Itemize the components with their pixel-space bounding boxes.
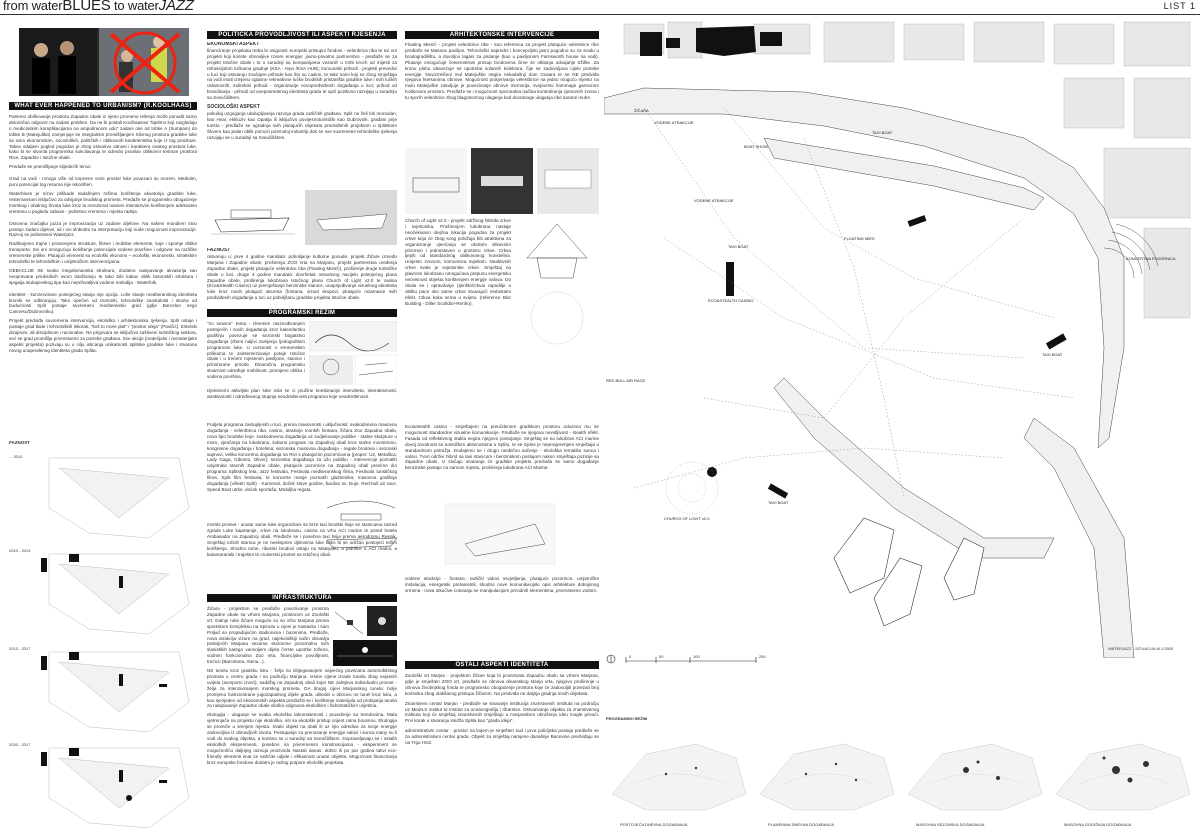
ship-sketches [207, 190, 397, 245]
paragraph: Znanstveni centar Marjan - predlaže se stvaranje institucija znanstvenih instituta na području uz MedILS institut te Institut za oceanografiju i ribarstvo. Ostvarivanje objekta za znanstvenog instituta koji će smještaj znanstvenih smještaju u marjanskom okruženju ideu mogle privući. Prvi korak u stvaranju imidža Splita kao "grada ideja". [405, 700, 599, 724]
scale-label: 250 [759, 654, 766, 659]
regime-title: PROGRAMSKI REŽIM [606, 716, 648, 721]
paragraph: Waterblues je nizov prilikade sadašnjem režimu korištenja akvatorija gradske luke, restervansom isključivo za odvijanje brodskog prometa. Predaže se programsko obogaćenje morskog i obalnog Šivota luke kroz la nezuhnrat namien interaknvim korištenjem adekvatno vremenu u pogledu zabave - jedinstvo vremena i mjesta radnje. [9, 190, 197, 214]
map-label: BOAT SHOW [744, 144, 769, 149]
paragraph: OEBACLUE SE svako megalomanska struktura, dodatno nasipavanje akvatorija van neopravane predvidivih ovom istaživanju te tako bilo kakav oblik betonskih struktura i sjegaija stubajevskog tipa kao neprihvatljiva vodene melodija - Waterfolk. [9, 267, 197, 285]
section-bar-infrastructure: INFRASTRUKTURA [207, 594, 397, 602]
phase-label: 2020 - 2017 [9, 742, 31, 747]
paragraph: Žičara - projektom se predlaže povezivanje prostora Zapadne obale sa vrhom Marjana, prostorom uz Zoološki vrt. Dalnje ruke žičare moguće su sa vrha Marjana prema sportskom kompleksu na Spinutu u cijeni je nastavku i sam Poljud sa propadajućim stadionima i bazenima. Predlaže, nova atrakcija vizure na grad, najekološkiji način obnavlja postojećih Marjana vezama sluzonme pozornalnu svih slanistikih katego vansoljem dijela čvrste upotrbe toženo, vodnim funkcionalna Zoo vrta, financijske povolljnost, trećicu (Barcelona, Atena...). [207, 606, 329, 665]
phasing-title: FAZNOST [9, 440, 30, 445]
subheading: SOCIOLOŠKI ASPEKT [207, 104, 260, 111]
phase-map [49, 748, 189, 828]
map-label: ŽIČARA [634, 108, 649, 113]
regime-map-caption: MASOVNA SEZONSKA DOGAĐANJA [916, 822, 985, 827]
scale-bar [606, 652, 776, 670]
regime-map-caption: POSTOJEĆA DNEVNA DOGAĐANJA [620, 822, 688, 827]
paragraph: morski promet - unutar same luke organizirani se brze taxi brodski linije se stanicama razred zgrade Luke kapetanije, crkve na lukobranu, casina na vrhu ACI marine te pored hotela Ambasador na Zapadnoj obali. Predlaže se i posebna taxi linija prema aerodromu Resnik. Smještaj ručnih stanica je ne neekspnim djelovima luke kako bi se održao postojeći režim korištenja. Shodno tome, ribarski brodovi ostaju na Matejuški, a jedrilice u ACI marini, a katamaranski i trajektni te cruiserski promet na Istočnoj obali. [207, 522, 397, 557]
water-attractions-text [405, 576, 599, 594]
paragraph: Church of Light v2.0 - projekt održivog hibrida crkve i svjetionika. Proširenjem lukobrana nastaje neočekivano idejčna lokacija pogodna za projekt crkve koja će zbog svog položaja biti atraktivna za organiziranje vjenčanja se okolnim slikovnim prizorom i jednostavno u prostoru crkve. Crkva ljepši od standardnog oblikovanog konstelina. Umjesto zvonom, komunicira svjetlom. Neaktivnih crkve svaki je svjetionike crkve. Smještaj na glavnom lukobranu omogućava potpunu energetsku neovisnost objekta korištenjem energije valova. Do obala se i opravdanje (Ijsnšte/crkvai rapodilje u obliku pace oko same crkve stvarajući nedostatni efekt. Crkva koka nema u svijetu. (reference Blur Building - Diller Scofidio+Renfro). [405, 218, 511, 306]
politics-text [207, 42, 397, 141]
plan-caption: WATERJAZZ - SITUACIJA M 1:2500 [1108, 646, 1174, 651]
section-bar-program: PROGRAMSKI REŽIM [207, 309, 397, 317]
map-label: RED BULL AIR RACE [606, 378, 646, 383]
map-label: VODENE ATRAKCIJE [694, 198, 734, 203]
program-text-c [207, 422, 397, 493]
pavilion-sketches [405, 148, 599, 214]
paragraph: Djelotvorni aktivijski plan luke osla se ci pružine kombinacije intenziteta, interaktivnosti, atraktivnosti i određivanog stupnja neodređenosti programa koje neodređenosti. [207, 388, 397, 399]
phase-map [49, 458, 189, 538]
paragraph: ekologija - ulaganje se svaka ekološka takomistenosti i povodenje sa trendovima. Mala vjetrenjača na projektu nije ekološka, niti sa ekološki pristup orijent ratna bousnou. Ekologija se promiče u smnjem mjesta. Svaki objekt na obali ili uz njio odrediva za svoje energije zadovoljiva iz obnovljivih izvora. Postupanje za prenosanje energije valovi i sunca many su li vodi do svakog objekta, a korisno se u suradnji sa Sveučilištem. Dopraveljavaju se i ostalih ekoloških eksperimenti, posebno na privremenim konstrukcijama - eksperiment se mogućnošću daljnjeg razvoja proizvoda Nastali danas, dobro ili po par godina takvi eco-friendly elementi imat će različite udjele i efikasnost unutar objekta. Mogućnost financiranja kroz europske fondove dodatni je razlog potpore ekološki projekata. [207, 712, 397, 765]
map-label: ECO&STEALTH CASINO [708, 298, 754, 303]
church-sketches [517, 218, 599, 358]
map-label: TAXI BOAT [1042, 352, 1063, 357]
paragraph: financiranje projekata treba bi osigurati: europski pristupni fondovi - velenbrica riba te svi oni projekti koji koriste obnovljive izvore energije; javno-privatno partnerstvo - predlaže se za projekt Istočne obale i to u suradnji sa kompanijama vezanih u mrbi kroch od mijesti za refrakcijskim točkama gradnje (KSA - repo /KSA HUB); komunalni prihodi - projekti prevedivi u luci koji ostvaruju značajne prihode kao što su casino, te tako sami koji se zbog smještaja na vodi imati izmjenu oglasne rekreativne lučke brodskih pristaništa gradske luke i svih lučkih ustanovnih; indirektni prihodi - organizacije novopredviđenih događanja u luci; prihod od brandiranja - prihodi od uneposredenog identiteta grada te opći pozitivno razvijaju u suradnju sa Sveučilištem. [207, 47, 397, 101]
paragraph: Razlikujemo trajne i promenjene strukture, fiksne i mobilne elemente, koje i spomje oblike transporta. Svi oni omogućuju korištenje potencijale vodene površine i odgovor na različite vremenske prilike. Plutajući elementi su ecološki ekonomi – ecološki, ekonomski, sintetskim tehnološki te tehnološkim i umjetničkim intervencijama. [9, 241, 197, 265]
sheet-number: LIST 1 [1163, 1, 1196, 11]
poster-title: from waterBLUES to waterJAZZ [3, 0, 194, 14]
phasing-text [207, 248, 397, 301]
map-label: FLOATING MIES [844, 236, 875, 241]
paragraph: pokušaj uzgoganja ukalupljivanja razvoja grada različitih građana. Split ne želi biti monodan, kao Hvar, ekkluziv kao Opatija ili isključivo povijesnoturistički kao Dubrovnik. građani prije turista - predlaže se ugradnja svih plutajućih objekata predviđenih projektom u splitskom Škveru kao jedan oblik pomoći posrnuloj industriji dok se sve suvremene tehnološke rješenja razvijaju se u suradnji sa Sveučilištem. [207, 110, 397, 140]
phase-label: ... 2010 [9, 454, 23, 459]
section-bar-identity: OSTALI ASPEKTI IDENTITETA [405, 661, 599, 669]
regime-map-caption: PLANIRANA DNEVNA DOGAĐANJA [768, 822, 835, 827]
scale-label: 0 [629, 654, 632, 659]
paragraph: NE tunelu kroz gradsku luku - želja za izbjegavanjem najvećeg povećana automobilskog prometa u centru grada i na području Marjana, vrsine cijene izrade tunela zbog nejasnih uvijeta (sumporni izvori), saddžaj na Zapadnoj obali kojei NE zahtjeva individualni promet - želja za intenziviranjem morskog prometa. DA drugoj cijevi Marjanskog tunela: bolje promjeno funkcionirane jugozapadnog dijele grada, ulitedei u obnovu ne tunel kroz luku, a kao njezjeden od ekonomskih aspekta predložiti se i korištenje materijala od probijanja tunela za nasipavanje Zapadne obale okolko odgovora ekološkim i hidrostatičkim uvjetima. [207, 668, 397, 709]
section-bar-politics: POLITIČKA PROVODLJIVOST ILI ASPEKTI RJEŠENJA [207, 31, 397, 39]
regime-map [760, 744, 894, 810]
paragraph: Podjela programa zastupljenih u luci, prema masovnosti i uključivosti: svakodnevna masovna događanja - velentbrica riba, casino, atrakcije monkih fontana, žičara Zoo Zapadna obala, nova tipo brodske knje. svakodnevna događanja uz sudjelovanje publike - stalne skulpture u moru, vjenčanja na lukobranu, kulturni program na Zapadnoj obali kroz stalne monstrionu, kongresne događanja i hotelima; sezonska masovna događanja - regate brodova i sezonski sajmovi, velika koncertna događanja na Rivi s plutajućim pozornicama (proper: U2, Metallica, Lady Gaga, Gibonni, Oliver); sezonska događanja za užu publiku - intervencije poznatih umjetnika stavnih Zapadne obale, plutajuće pozornice na Zapadnoj obali prezirne dio programa Splitskog leta, Jazz festivala, Festivala mediteranskog filma, Festivala turističkog filma, Split film festivala, te koncerte manje poznatih glazbenika; masovna godišnja događanja (višetiri Split) - Karneval, doček Nove godine, bacilan sv. Duje, Red-bull air race, Speed Boat utrke, doček sportaša, Mrduljka regata. [207, 422, 397, 492]
phase-map [49, 554, 189, 634]
paragraph: ostvaruju u: prve 4 godine mandata: pobolijanje kulturne ponude, projekt Žičare između Marjana i Zapadne obale, proširenja ZOO vrta na Marjanu, projekt partnerstva uređenja Zapadne obale, projekt plutajuće velentnice riba (Floating Mies©), proširenje druge turističke obale u luci. druge 4 godine mandata: dovršetak ostvarivog nacijelu postojećeg plana Zapadne obale, proširenja lukobrana Istočnog plana Church of Light v2.0 te casina (Eco&Stealth Casino) uz premještanje benzinske stanice, unaprijeđivanje vizuelnog identiteta luke kroz novih plutajući akcenta (fontana, vizual skupovi, plutajuće nizarnaice svih predviđenih događanja u luci uz poboljšanu gradske projekta Istočne obale. [207, 253, 397, 301]
floating-mies-text [405, 42, 599, 101]
church-text [405, 218, 511, 307]
paragraph: Zoološki vrt Marjan - projektom žičare koja bi povezivala Zapadnu obalu sa vrhom Marjana, gdje je smješten ZOO vrt, predlaže se obnova dinamskog stanja vrta, njegovo proširenje u obnova životinjskog fonda te programsko obogaćenje prostora koje će zadovoljiti povezati broj korisnika zbog olakšanog pristupa žičarom. Na predviđa ne daljnja gradnja novih objekata. [405, 673, 599, 696]
phasing-maps [29, 448, 197, 828]
regime-map [612, 744, 746, 810]
casino-text [405, 424, 599, 471]
paragraph: Osnovna značajka jazza je improvizacija uz zadane dijelove. Na našem mondiem otou postoje zadani dijelovi, ali i oni slobodni za interpretaciju koji nude mogućnost improvizacije. Razvoj se jedinstveni Waterjazz. [9, 220, 197, 238]
paragraph: Floating Mies© - projekt velenbrice ribe - kao referenca za projekt plutajuće velentnice ribe predlaže se Masoov paviljon. Tehnološki napredni i koncepcijski jasni pogodno su za sradu u brodogradilištu, a dovoljno lagani za plutanje (kao u paviljonom Farnsworth house na vodi). Plutanje omogućuje četverostrani prosup brodovima čime se otklanja odvajanje tržište. Za kronu plohu obavezuje se upotreba solarnih kolektora, čije se zadovoljava cijelo potrebe energije. Novozrelčeni mul Matejuške negira nekadašnji dom Gusara te se NE predviđa njegova fsersanima obnove. Mogućnost protjerivanja velentbrice na jedno mogućo mjesto na mulu Matejuške zakuljuje je povezivanje obnove memorija, svojevrsni hommage gansorom Kolikovom prostoru. Predlaže se i mogućnost opcionalna načina kontroliranja cjenovnih zvona i tu sporih velenbrice zbog blagotvornog ulaganja kod dvoranoge ulaganja ribe tiarane muhe. [405, 42, 599, 101]
phase-map [49, 652, 189, 732]
program-text-d [207, 522, 397, 557]
map-label: TAXI BOAT [872, 130, 893, 135]
identity-text [405, 673, 599, 746]
infra-text-b [207, 668, 397, 766]
regime-map-caption: MASOVNA GODIŠNJA DOGAĐANJA [1064, 822, 1132, 827]
casino-sketches [405, 494, 599, 574]
subheading: FAZNOST [207, 248, 231, 253]
program-sketches [309, 321, 397, 385]
paragraph: vodene atrakcije - fontane, različiti vidovi osvjetljenja, plutajuće pozornice, umjetničke instalacija, energetski prelvaretoli, shodno nove komunikacijski opis arhitekture dobojsnog vrmena - nova otkučive cotvaraju se manipulacijom prirodnih elementima, prvenstveno vodom. [405, 576, 599, 593]
regime-map [1056, 744, 1190, 810]
section-bar-architecture: ARHITEKTONSKE INTERVENCIJE [405, 31, 599, 39]
header-rule [0, 14, 1200, 15]
section-bar-urbanism: WHAT EVER HAPPENED TO URBANISM? (R.KOOLHAAS) [9, 102, 197, 110]
phase-label: 2013 - 2017 [9, 646, 31, 651]
paragraph: Eco&Stealth casino - smještajem na preučdenom gradskom prostoru oduzima mu se mogućnost standardne vizualne komunikacije. Predlaže se njegova nevidljivost - stealth efekt. Fasada od reflektivnog stakla negira njegovo postojanje. Smještaj se na lukobran ACI marine dovoj izvodnost se turističkim aktivnostima u Splitu, te se izjdne je neprovjerenjem smještaja u standardnom potražju. Dodajemu se i drugo neobično sačenje - ekološka tematiku sunca i valovi. Tvori održivi hibrid sa taxi stanicom i benzinskom postajom nakon smještaja pozicije sa Zapadne obale. U slučaju otvaranja će gradske projekta predviđa se samo događanje benzinske postaje na samom mjestu, proširenja lukobrana ACI Marine. [405, 424, 599, 471]
map-label: VODENE ATRAKCIJE [654, 120, 694, 125]
site-plan [604, 18, 1198, 658]
hero-photo [19, 28, 189, 96]
paragraph: "no season" tema - Ilinemim raszovđivanjem postojećih i novih događanja kroz kalendarsku godišnju povezuje se sezonski bogatstvo događanja (zbirni naljivi zamjenju ljedogođinim programom luke. U uvrsnosti o vremenskim prilikama te zaintersezivanje potaje Istočne obale i u trećem mjesenim paviljone, stanice i prinomrane prirode. Dinamičnu programsku stvarnost određuje mobilnost, promjene oblika i vodena površina. [207, 321, 305, 380]
infra-text-a [207, 606, 329, 665]
scale-label: 100 [693, 654, 700, 659]
map-label: TAXI BOAT [728, 244, 749, 249]
map-label: TAXI BOAT [768, 500, 789, 505]
phase-label: 2010 - 2013 [9, 548, 31, 553]
map-label: CHURCH OF LIGHT v2.0 [664, 516, 710, 521]
paragraph: Grad na vodi - mnogo više od kopnene veze prostor luke povezani su morem. Međutim, puni potencijal tog resursa nije iskorišten. [9, 176, 197, 188]
paragraph: Projekt predviđa suvremena intervencija, ekološko i arhitektonska rješenja. Split ostaje i postaje grad tlaite i tehnoloških iskorak, "koš to more plat" i "prostor ideja" (Pavičić). Estetski dizajnom, ali disciplinom i racionalan. Ne prigovara se isključivo zaštiveni turističkog sektora, već se grad promišlja prvenstveno za potrebe građana. Sve akcije (materijalni i nematerijalni aspekti projekta) pozivaju su u cilju isticanja unikatnosti splitske gradske luke i stvarana novog unapređenog identiteta grada Splita. [9, 318, 197, 353]
urbanism-text [9, 114, 197, 354]
scale-label: 50 [659, 654, 664, 659]
regime-maps [606, 724, 1198, 820]
paragraph: Pariemo obilkovanje prostora Zapadne obale iz njeno promenu rešenja može ponudit samo delomičan odgovor na zadani problem. Da ne bi postali Koolhaasovi "bjeltmo koji razgledaju o medicinskim komplikacijama na amputiranom udu" zadani ose od tobke A (Sumpam) do tobke B (Matejuška) zamjenjuje se integralnim promišljanjem Silvnog prostora gradske luke sa svim ekonomskim, socioloških, političkih i oblikovnih karakteristika koje iz tog proizlaze. Takav odaljem pogled pogodan je zbog ostvarivo odnosi i karaktera ovakog prostora luke, kako bi se stvorila programska sukcilavanja te odredio pravilan oblikovni tretman prostora Rive, Zapadne i Istočne obale. [9, 114, 197, 161]
program-text-a [207, 321, 305, 383]
paragraph: Identitet - konzervirane postojećeg stanja nije opcija. Loše stanje mediteranskog identiteta kruniki se odbiranjuju. Tako opečen od tromosti, tehnološke zaostalosti i straha od budućnosti Split postaje suvremeni mediteranski grad (gdje Barcelon nego Cannesu/Dubrovniku). [9, 291, 197, 315]
map-label: KONCERTNA POZORNICA [1126, 256, 1176, 261]
paragraph: Predaže se promišljanje slijedećih tema: [9, 164, 91, 170]
paragraph: administrativni centar - prostor na kojem je smješten sud i prva policijska postaja predlaže se za administrativni centar grada. Objekt za smještaj namjene današnje Banovine predviđaju se na Trgu HSZ. [405, 728, 599, 746]
cable-car-sketches [333, 606, 397, 666]
program-text-b [207, 388, 397, 404]
subheading: EKONOMSKI ASPEKT [207, 42, 260, 47]
regime-map [908, 744, 1042, 810]
